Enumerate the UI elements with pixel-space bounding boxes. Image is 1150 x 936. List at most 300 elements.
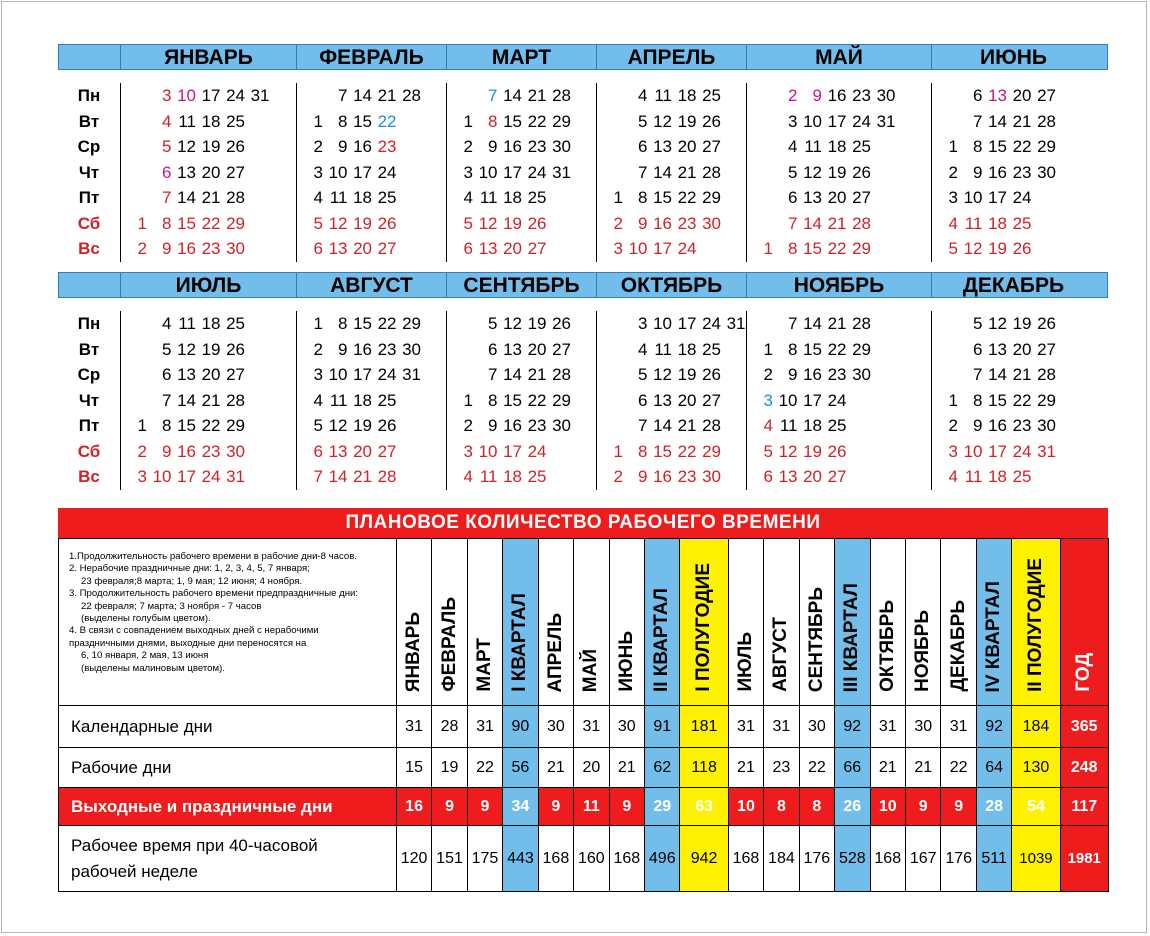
- calendar-day: 3: [162, 86, 172, 105]
- calendar-day: 7: [313, 467, 323, 486]
- calendar-day: 31: [250, 86, 270, 105]
- calendar-day: 19: [201, 137, 221, 156]
- month-grid: [746, 311, 931, 490]
- plan-column-label: II ПОЛУГОДИЕ: [1024, 558, 1046, 692]
- calendar-day: 21: [527, 86, 547, 105]
- calendar-day: 4: [763, 416, 773, 435]
- plan-column-header: [1012, 539, 1060, 706]
- calendar-day: 2: [137, 441, 147, 461]
- plan-note-line: (выделены малиновым цветом).: [81, 662, 225, 674]
- calendar-day: 24: [702, 314, 721, 333]
- plan-row-label: Рабочие дни: [59, 748, 397, 788]
- header-spacer: [59, 273, 121, 297]
- calendar-day: 9: [638, 467, 648, 486]
- calendar-day: 29: [226, 213, 245, 233]
- calendar-day: 6: [973, 86, 983, 105]
- plan-column-label: ГОД: [1073, 653, 1095, 692]
- calendar-day: 16: [353, 137, 372, 156]
- calendar-day: 23: [527, 416, 547, 435]
- calendar-day: 26: [527, 213, 547, 233]
- calendar-day: 10: [177, 86, 196, 105]
- month-name: НОЯБРЬ: [747, 273, 932, 297]
- calendar-day: 22: [827, 239, 847, 258]
- calendar-day: 27: [226, 365, 245, 384]
- plan-column-header: [1060, 539, 1108, 706]
- month-divider: [120, 83, 121, 262]
- calendar-day: 19: [827, 162, 847, 182]
- calendar-day: 18: [988, 467, 1007, 486]
- plan-cell: 117: [1060, 788, 1108, 826]
- calendar-day: 8: [162, 213, 172, 233]
- calendar-day: 25: [377, 188, 397, 207]
- plan-cell: 151: [432, 826, 467, 892]
- calendar-day: 13: [177, 365, 196, 384]
- calendar-day: 29: [552, 111, 571, 131]
- plan-column-header: [764, 539, 799, 706]
- weekday-label: Чт: [78, 390, 100, 410]
- calendar-day: 16: [653, 467, 672, 486]
- calendar-day: 21: [353, 467, 372, 486]
- calendar-day: 2: [763, 365, 773, 384]
- calendar-day: 18: [503, 467, 522, 486]
- plan-cell: 9: [538, 788, 573, 826]
- calendar-day: 8: [973, 137, 983, 156]
- plan-note-line: (выделены голубым цветом).: [81, 613, 211, 625]
- calendar-day: 8: [973, 390, 983, 410]
- month-grid: [931, 311, 1094, 490]
- calendar-day: 21: [201, 390, 221, 410]
- calendar-day: 24: [226, 86, 245, 105]
- calendar-day: 7: [162, 390, 172, 410]
- calendar-day: 7: [973, 365, 983, 384]
- calendar-day: 10: [478, 162, 498, 182]
- calendar-day: 31: [876, 111, 896, 131]
- calendar-day: 3: [313, 365, 323, 384]
- plan-row-label: Выходные и праздничные дни: [59, 788, 397, 826]
- calendar-day: 7: [973, 111, 983, 131]
- plan-cell: 28: [432, 706, 467, 748]
- calendar-day: 19: [677, 365, 697, 384]
- calendar-day: 31: [1037, 441, 1056, 461]
- calendar-day: 12: [653, 111, 672, 131]
- calendar-day: 2: [948, 416, 958, 435]
- plan-cell: 511: [976, 826, 1011, 892]
- calendar-day: 14: [177, 390, 196, 410]
- calendar-day: 27: [1037, 86, 1056, 105]
- plan-column-header: [574, 539, 609, 706]
- calendar-day: 29: [702, 441, 721, 461]
- calendar-day: 18: [201, 111, 221, 131]
- plan-cell: 26: [835, 788, 870, 826]
- calendar-day: 24: [1012, 188, 1032, 207]
- calendar-day: 28: [377, 467, 397, 486]
- plan-column-label: II КВАРТАЛ: [651, 587, 673, 692]
- weekday-label: Пн: [77, 86, 101, 105]
- calendar-day: 18: [353, 188, 372, 207]
- calendar-day: 11: [329, 188, 348, 207]
- plan-column-label: АПРЕЛЬ: [544, 612, 566, 692]
- calendar-day: 28: [552, 86, 571, 105]
- calendar-day: 27: [702, 390, 721, 410]
- plan-note-line: праздничными днями, выходные дни переносятся на: [69, 637, 307, 649]
- plan-cell: 168: [870, 826, 905, 892]
- plan-cell: 21: [538, 748, 573, 788]
- calendar-day: 12: [328, 416, 348, 435]
- calendar-day: 6: [638, 137, 648, 156]
- plan-column-header: [396, 539, 431, 706]
- calendar-day: 3: [948, 441, 958, 461]
- plan-column-header: [905, 539, 940, 706]
- calendar-day: 19: [353, 416, 372, 435]
- month-grid: [120, 311, 296, 490]
- plan-cell: 181: [680, 706, 728, 748]
- working-time-table: [58, 538, 1109, 892]
- calendar-day: 2: [948, 162, 958, 182]
- calendar-day: 5: [162, 339, 172, 359]
- calendar-day: 14: [503, 365, 522, 384]
- calendar-day: 21: [677, 162, 697, 182]
- calendar-day: 26: [1012, 239, 1032, 258]
- plan-cell: 21: [728, 748, 763, 788]
- calendar-day: 5: [463, 213, 473, 233]
- calendar-day: 23: [677, 467, 697, 486]
- calendar-day: 25: [702, 339, 721, 359]
- calendar-day: 17: [988, 441, 1007, 461]
- calendar-day: 27: [377, 239, 397, 258]
- calendar-day: 7: [788, 213, 798, 233]
- month-divider: [296, 83, 297, 262]
- calendar-day: 1: [313, 314, 323, 333]
- calendar-day: 18: [827, 137, 847, 156]
- calendar-day: 16: [988, 416, 1007, 435]
- plan-cell: 31: [574, 706, 609, 748]
- weekday-label: Пн: [77, 314, 101, 333]
- calendar-day: 2: [313, 339, 323, 359]
- month-grid: [746, 83, 931, 262]
- calendar-day: 26: [552, 314, 571, 333]
- plan-column-label: IV КВАРТАЛ: [983, 580, 1005, 692]
- calendar-day: 23: [377, 137, 397, 156]
- calendar-day: 21: [377, 86, 397, 105]
- calendar-day: 9: [488, 416, 498, 435]
- calendar-day: 25: [852, 137, 871, 156]
- plan-row-label: Рабочее время при 40-часовой рабочей неделе: [59, 826, 397, 892]
- plan-row: [59, 706, 1109, 748]
- calendar-day: 15: [503, 111, 522, 131]
- plan-column-label: III КВАРТАЛ: [841, 582, 863, 692]
- calendar-day: 6: [638, 390, 648, 410]
- calendar-day: 7: [638, 416, 648, 435]
- calendar-day: 10: [328, 162, 348, 182]
- calendar-day: 10: [803, 111, 822, 131]
- calendar-day: 30: [552, 416, 571, 435]
- plan-cell: 19: [432, 748, 467, 788]
- calendar-day: 18: [353, 390, 372, 410]
- calendar-day: 9: [973, 162, 983, 182]
- calendar-day: 30: [852, 365, 871, 384]
- calendar-day: 24: [527, 441, 547, 461]
- calendar-day: 20: [201, 365, 221, 384]
- calendar-day: 13: [177, 162, 196, 182]
- calendar-day: 4: [948, 467, 958, 486]
- calendar-day: 7: [488, 365, 498, 384]
- month-name: ИЮЛЬ: [121, 273, 297, 297]
- calendar-day: 3: [788, 111, 798, 131]
- month-name: МАРТ: [447, 45, 597, 69]
- calendar-day: 22: [527, 390, 547, 410]
- plan-cell: 11: [574, 788, 609, 826]
- calendar-day: 1: [313, 111, 323, 131]
- plan-cell: 21: [905, 748, 940, 788]
- plan-cell: 168: [728, 826, 763, 892]
- calendar-day: 25: [226, 314, 245, 333]
- calendar-day: 5: [162, 137, 172, 156]
- calendar-day: 20: [1012, 86, 1032, 105]
- calendar-day: 5: [788, 162, 798, 182]
- calendar-day: 20: [1012, 339, 1032, 359]
- calendar-day: 9: [162, 441, 172, 461]
- plan-note-line: 2. Нерабочие праздничные дни: 1, 2, 3, 4, 5, 7 января;: [69, 563, 310, 575]
- calendar-day: 21: [827, 213, 847, 233]
- calendar-day: 3: [463, 441, 473, 461]
- calendar-day: 28: [402, 86, 421, 105]
- plan-cell: 130: [1012, 748, 1060, 788]
- calendar-day: 11: [479, 188, 498, 207]
- calendar-day: 19: [353, 213, 372, 233]
- calendar-day: 13: [653, 390, 672, 410]
- calendar-day: 13: [653, 137, 672, 156]
- calendar-day: 16: [803, 365, 822, 384]
- calendar-day: 14: [988, 111, 1007, 131]
- calendar-day: 27: [226, 162, 245, 182]
- calendar-day: 3: [638, 314, 648, 333]
- calendar-day: 28: [226, 188, 245, 207]
- plan-cell: 91: [645, 706, 680, 748]
- calendar-day: 26: [702, 365, 721, 384]
- calendar-day: 9: [162, 239, 172, 258]
- calendar-day: 1: [463, 390, 473, 410]
- calendar-day: 4: [162, 314, 172, 333]
- calendar-day: 10: [653, 314, 672, 333]
- calendar-day: 31: [402, 365, 421, 384]
- calendar-day: 22: [1012, 390, 1032, 410]
- calendar-day: 6: [488, 339, 498, 359]
- plan-cell: 9: [467, 788, 502, 826]
- plan-cell: 9: [432, 788, 467, 826]
- calendar-day: 16: [503, 137, 522, 156]
- calendar-day: 22: [377, 111, 397, 131]
- calendar-day: 10: [478, 441, 498, 461]
- calendar-day: 29: [852, 339, 871, 359]
- calendar-day: 17: [503, 441, 522, 461]
- calendar-day: 14: [653, 416, 672, 435]
- calendar-day: 12: [653, 365, 672, 384]
- plan-cell: 248: [1060, 748, 1108, 788]
- plan-column-header: [503, 539, 538, 706]
- calendar-day: 2: [613, 467, 623, 486]
- month-grid: [446, 311, 596, 490]
- calendar-day: 19: [803, 441, 822, 461]
- plan-cell: 90: [503, 706, 538, 748]
- calendar-day: 2: [463, 137, 473, 156]
- calendar-day: 8: [788, 339, 798, 359]
- calendar-day: 11: [178, 111, 196, 131]
- calendar-day: 27: [1037, 339, 1056, 359]
- calendar-day: 15: [803, 339, 822, 359]
- row1-header: [58, 44, 1108, 70]
- weekday-label: Сб: [77, 441, 101, 461]
- calendar-day: 9: [973, 416, 983, 435]
- month-divider: [446, 311, 447, 490]
- plan-cell: 56: [503, 748, 538, 788]
- plan-note-line: 6, 10 января, 2 мая, 13 июня: [81, 650, 209, 662]
- calendar-day: 8: [338, 111, 348, 131]
- calendar-day: 18: [503, 188, 522, 207]
- calendar-day: 12: [778, 441, 798, 461]
- plan-column-label: I ПОЛУГОДИЕ: [693, 563, 715, 692]
- calendar-day: 15: [177, 213, 196, 233]
- calendar-day: 5: [638, 111, 648, 131]
- calendar-day: 30: [552, 137, 571, 156]
- plan-column-header: [645, 539, 680, 706]
- plan-cell: 62: [645, 748, 680, 788]
- month-name: АВГУСТ: [297, 273, 447, 297]
- calendar-day: 29: [1037, 137, 1056, 156]
- month-divider: [296, 311, 297, 490]
- calendar-day: 15: [503, 390, 522, 410]
- calendar-day: 10: [152, 467, 172, 486]
- calendar-day: 12: [177, 339, 196, 359]
- calendar-day: 15: [177, 416, 196, 435]
- calendar-day: 4: [948, 213, 958, 233]
- calendar-day: 18: [677, 86, 697, 105]
- calendar-day: 30: [226, 441, 245, 461]
- calendar-day: 20: [353, 441, 372, 461]
- calendar-day: 5: [763, 441, 773, 461]
- calendar-day: 16: [988, 162, 1007, 182]
- plan-column-label: ИЮЛЬ: [734, 632, 756, 692]
- calendar-day: 25: [527, 188, 547, 207]
- calendar-day: 16: [177, 239, 196, 258]
- calendar-day: 22: [201, 416, 221, 435]
- calendar-day: 27: [702, 137, 721, 156]
- calendar-day: 31: [552, 162, 571, 182]
- calendar-day: 18: [677, 339, 697, 359]
- calendar-day: 5: [488, 314, 498, 333]
- calendar-day: 31: [726, 314, 746, 333]
- plan-cell: 176: [941, 826, 976, 892]
- calendar-day: 30: [1037, 416, 1056, 435]
- calendar-day: 1: [463, 111, 473, 131]
- plan-cell: 22: [467, 748, 502, 788]
- calendar-day: 15: [653, 441, 672, 461]
- calendar-day: 24: [377, 365, 397, 384]
- calendar-day: 14: [803, 314, 822, 333]
- plan-cell: 30: [609, 706, 644, 748]
- calendar-day: 13: [778, 467, 798, 486]
- calendar-day: 14: [503, 86, 522, 105]
- calendar-day: 30: [702, 213, 721, 233]
- calendar-day: 3: [613, 239, 623, 258]
- calendar-day: 30: [702, 467, 721, 486]
- plan-cell: 31: [396, 706, 431, 748]
- calendar-day: 15: [353, 314, 372, 333]
- calendar-day: 27: [377, 441, 397, 461]
- calendar-day: 27: [827, 467, 847, 486]
- calendar-day: 16: [827, 86, 847, 105]
- calendar-day: 19: [527, 314, 547, 333]
- calendar-day: 15: [803, 239, 822, 258]
- calendar-day: 22: [1012, 137, 1032, 156]
- calendar-day: 25: [1012, 213, 1032, 233]
- calendar-day: 19: [503, 213, 522, 233]
- plan-row-label: Календарные дни: [59, 706, 397, 748]
- plan-cell: 1039: [1012, 826, 1060, 892]
- plan-cell: 168: [538, 826, 573, 892]
- calendar-day: 20: [201, 162, 221, 182]
- calendar-day: 3: [948, 188, 958, 207]
- calendar-day: 29: [1037, 390, 1056, 410]
- calendar-day: 17: [803, 390, 822, 410]
- calendar-day: 21: [527, 365, 547, 384]
- calendar-day: 4: [463, 467, 473, 486]
- calendar-day: 15: [653, 188, 672, 207]
- calendar-day: 4: [638, 339, 648, 359]
- calendar-day: 15: [988, 390, 1007, 410]
- calendar-day: 15: [988, 137, 1007, 156]
- calendar-day: 19: [1012, 314, 1032, 333]
- plan-cell: 1981: [1060, 826, 1108, 892]
- plan-column-header: [728, 539, 763, 706]
- calendar-day: 23: [1012, 162, 1032, 182]
- plan-cell: 22: [941, 748, 976, 788]
- plan-note-line: 22 февраля; 7 марта; 3 ноября - 7 часов: [81, 600, 262, 612]
- calendar-day: 1: [613, 188, 623, 207]
- calendar-day: 17: [988, 188, 1007, 207]
- calendar-day: 7: [788, 314, 798, 333]
- calendar-day: 26: [226, 339, 245, 359]
- plan-row: [59, 826, 1109, 892]
- calendar-day: 10: [963, 188, 983, 207]
- calendar-day: 6: [763, 467, 773, 486]
- calendar-day: 14: [353, 86, 372, 105]
- calendar-day: 6: [162, 365, 172, 384]
- plan-cell: 184: [1012, 706, 1060, 748]
- calendar-day: 29: [552, 390, 571, 410]
- calendar-day: 17: [201, 86, 221, 105]
- calendar-day: 19: [677, 111, 697, 131]
- calendar-day: 10: [628, 239, 648, 258]
- calendar-day: 17: [503, 162, 522, 182]
- calendar-day: 2: [137, 239, 147, 258]
- plan-cell: 15: [396, 748, 431, 788]
- plan-cell: 92: [976, 706, 1011, 748]
- calendar-day: 10: [328, 365, 348, 384]
- calendar-day: 26: [226, 137, 245, 156]
- calendar-day: 25: [527, 467, 547, 486]
- calendar-day: 18: [201, 314, 221, 333]
- calendar-day: 1: [137, 213, 147, 233]
- calendar-day: 22: [201, 213, 221, 233]
- calendar-day: 25: [1012, 467, 1032, 486]
- calendar-day: 26: [852, 162, 871, 182]
- calendar-day: 26: [377, 416, 397, 435]
- plan-cell: 31: [728, 706, 763, 748]
- plan-cell: 8: [764, 788, 799, 826]
- calendar-day: 4: [463, 188, 473, 207]
- plan-cell: 23: [764, 748, 799, 788]
- calendar-day: 8: [338, 314, 348, 333]
